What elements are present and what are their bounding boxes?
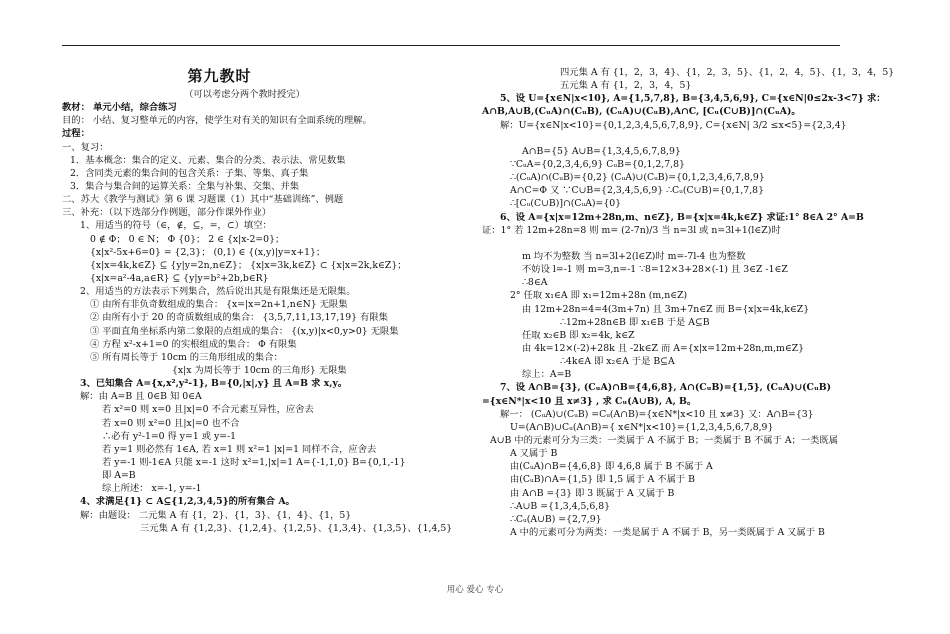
right-text-block — [482, 66, 895, 539]
right-text-line: 综上：A=B — [522, 369, 572, 381]
right-text-line: 解：U={x∈N|x<10}={0,1,2,3,4,5,6,7,8,9}, C={x∈N| 3/2 ≤x<5}={2,3,4} — [500, 119, 847, 131]
left-text-line: 解：由题设： 二元集 A 有 {1，2}、{1，3}、{1，4}、{1，5} — [80, 509, 352, 521]
left-text-block — [62, 88, 467, 535]
right-text-line: 由 A∩B ={3} 即 3 既属于 A 又属于 B — [510, 487, 675, 499]
left-text-line: 二、苏大《教学与测试》第 6 课 习题课（1）其中“基础训练”、例题 — [62, 194, 344, 206]
left-text-line: 3．集合与集合间的运算关系：全集与补集、交集、并集 — [70, 180, 300, 192]
right-text-line: ∴8∈A — [522, 277, 548, 289]
left-text-line: 0 ∉ Φ； 0 ∈ N； Φ {0}； 2 ∈ {x|x-2=0}； — [90, 233, 285, 245]
left-text-line: 解：由 A=B 且 0∈B 知 0∈A — [80, 391, 202, 403]
right-text-line: 由(CᵤB)∩A={1,5} 即 1,5 属于 A 不属于 B — [510, 474, 695, 486]
header-rule — [62, 45, 840, 46]
right-text-line: ∴(CᵤA)∩(CᵤB)={0,2} (CᵤA)∪(CᵤB)={0,1,2,3,4,6,7,8,9} — [510, 172, 765, 184]
left-text-line: 三元集 A 有 {1,2,3}、{1,2,4}、{1,2,5}、{1,3,4}、{1,3,5}、{1,4,5} — [140, 522, 453, 534]
right-text-line: 解一： (CᵤA)∪(CᵤB) =Cᵤ(A∩B)={x∈N*|x<10 且 x≠3} 又：A∩B={3} — [500, 408, 814, 420]
right-text-line: ∴Cᵤ(A∪B) ={2,7,9} — [510, 513, 602, 525]
left-text-line: 3、已知集合 A={x,x²,y²-1}, B={0,|x|,y} 且 A=B 求 x,y。 — [80, 378, 348, 390]
right-text-line: A 又属于 B — [510, 448, 558, 460]
right-text-line: U=(A∩B)∪Cᵤ(A∩B)={ x∈N*|x<10}={1,2,3,4,5,6,7,8,9} — [510, 421, 774, 433]
left-text-line: ∴必有 y²-1=0 得 y=1 或 y=-1 — [102, 430, 237, 442]
right-text-line: m 均不为整数 当 n=3l+2(l∈Z)时 m=-7l-4 也为整数 — [522, 250, 746, 262]
left-text-line: 目的： 小结、复习整单元的内容，使学生对有关的知识有全面系统的理解。 — [62, 115, 372, 127]
left-text-line: 1．基本概念：集合的定义、元素、集合的分类、表示法、常见数集 — [70, 154, 346, 166]
left-text-line: ③ 平面直角坐标系内第二象限的点组成的集合： {(x,y)|x<0,y>0} 无限集 — [90, 325, 399, 337]
right-text-line: 不妨设 l=-1 则 m=3,n=-1 ∵8=12×3+28×(-1) 且 3∈Z -1∈Z — [522, 264, 788, 276]
left-text-line: 若 y=1 则必然有 1∈A, 若 x=1 则 x²=1 |x|=1 同样不合，应舍去 — [102, 443, 377, 455]
right-text-line: A∩B={5} A∪B={1,3,4,5,6,7,8,9} — [522, 145, 681, 157]
right-text-line: ∴12m+28n∈B 即 x₁∈B 于是 A⊆B — [560, 316, 710, 328]
left-text-line: 教材： 单元小结，综合练习 — [62, 102, 177, 114]
right-text-line: 五元集 A 有 {1，2，3，4，5} — [560, 80, 692, 92]
right-text-line: ={x∈N*|x<10 且 x≠3} , 求 Cᵤ(A∪B), A, B。 — [482, 395, 697, 407]
left-text-line: 即 A=B — [102, 470, 136, 482]
right-text-line: 6、设 A={x|x=12m+28n,m、n∈Z}, B={x|x=4k,k∈Z} 求证:1° 8∈A 2° A=B — [500, 211, 864, 223]
right-text-line: 由(CᵤA)∩B={4,6,8} 即 4,6,8 属于 B 不属于 A — [510, 461, 713, 473]
left-text-line: 一、复习： — [62, 141, 109, 153]
left-text-line: 1、用适当的符号（∈，∉，⊆，=，⊂）填空： — [80, 220, 272, 232]
left-text-line: 若 x²=0 则 x=0 且|x|=0 不合元素互异性，应舍去 — [102, 404, 314, 416]
left-text-line: 三、补充：（以下选部分作例题，部分作课外作业） — [62, 207, 272, 219]
right-text-line: 2° 任取 x₁∈A 即 x₁=12m+28n (m,n∈Z) — [510, 290, 688, 302]
left-text-line: 过程： — [62, 128, 90, 140]
left-text-line: 2．含同类元素的集合间的包含关系：子集、等集、真子集 — [70, 167, 309, 179]
right-text-line: 由 12m+28n=4=4(3m+7n) 且 3m+7n∈Z 而 B={x|x=4k,k∈Z} — [522, 303, 810, 315]
right-text-line: 7、设 A∩B={3}, (CᵤA)∩B={4,6,8}, A∩(CᵤB)={1,5}, (CᵤA)∪(CᵤB) — [500, 382, 832, 394]
right-text-line: 证：1° 若 12m+28n=8 则 m= (2-7n)/3 当 n=3l 或 n=3l+1(l∈Z)时 — [482, 224, 781, 236]
right-text-line: 任取 x₂∈B 即 x₂=4k, k∈Z — [522, 329, 635, 341]
right-text-line: 5、设 U={x∈N|x<10}, A={1,5,7,8}, B={3,4,5,6,9}, C={x∈N|0≤2x-3<7} 求： — [500, 93, 886, 105]
right-column — [482, 66, 895, 539]
left-text-line: ④ 方程 x²-x+1=0 的实根组成的集合： Φ 有限集 — [90, 338, 297, 350]
right-text-line: ∴4k∈A 即 x₂∈A 于是 B⊆A — [560, 356, 675, 368]
left-column — [62, 66, 467, 535]
right-text-line: ∴A∪B ={1,3,4,5,6,8} — [510, 500, 611, 512]
page-footer: 用心 爱心 专心 — [446, 585, 504, 595]
left-text-line: ② 由所有小于 20 的奇质数组成的集合： {3,5,7,11,13,17,19} 有限集 — [90, 312, 388, 324]
left-text-line: ⑤ 所有周长等于 10cm 的三角形组成的集合： — [90, 351, 283, 363]
left-text-line: {x|x=4k,k∈Z} ⊆ {y|y=2n,n∈Z}； {x|x=3k,k∈Z} ⊂ {x|x=2k,k∈Z}； — [90, 259, 407, 271]
right-text-line — [482, 132, 882, 145]
left-text-line: （可以考虑分两个教时授完） — [184, 89, 305, 100]
left-text-line: {x|x=a²-4a,a∈R} ⊆ {y|y=b²+2b,b∈R} — [90, 272, 269, 284]
right-text-line: 由 4k=12×(-2)+28k 且 -2k∈Z 而 A={x|x=12m+28n,m,m∈Z} — [522, 342, 805, 354]
right-text-line: A∩C=Φ 又 ∵C∪B={2,3,4,5,6,9} ∴Cᵤ(C∪B)={0,1,7,8} — [510, 185, 764, 197]
page-title: 第九教时 — [187, 67, 252, 85]
left-text-line: 2、用适当的方法表示下列集合，然后说出其是有限集还是无限集。 — [80, 286, 356, 298]
left-text-line: 综上所述： x=-1, y=-1 — [102, 483, 202, 495]
right-text-line: A∪B 中的元素可分为三类：一类属于 A 不属于 B；一类属于 B 不属于 A；一类既属 — [490, 434, 839, 446]
left-text-line: {x|x²-5x+6=0} = {2,3}； (0,1) ∈ {(x,y)|y=x+1}； — [90, 246, 326, 258]
left-text-line: 若 x=0 则 x²=0 且|x|=0 也不合 — [102, 417, 240, 429]
left-text-line: ① 由所有非负奇数组成的集合： {x=|x=2n+1,n∈N} 无限集 — [90, 299, 348, 311]
left-text-line: 4、求满足{1} ⊂ A⊆{1,2,3,4,5}的所有集合 A。 — [80, 496, 295, 508]
right-text-line — [482, 237, 882, 250]
right-text-line: A∩B,A∪B,(CᵤA)∩(CᵤB), (CᵤA)∪(CᵤB),A∩C, [Cᵤ(C∪B)]∩(CᵤA)。 — [482, 106, 801, 118]
left-text-line: {x|x 为周长等于 10cm 的三角形} 无限集 — [172, 364, 347, 376]
right-text-line: A 中的元素可分为两类：一类是属于 A 不属于 B，另一类既属于 A 又属于 B — [510, 526, 825, 538]
right-text-line: ∴[Cᵤ(C∪B)]∩(CᵤA)={0} — [510, 198, 622, 210]
right-text-line: ∵CᵤA={0,2,3,4,6,9} CᵤB={0,1,2,7,8} — [510, 158, 685, 170]
left-text-line: 若 y=-1 则-1∈A 只能 x=-1 这时 x²=1,|x|=1 A={-1,1,0} B={0,1,-1} — [102, 456, 406, 468]
right-text-line: 四元集 A 有 {1，2，3，4}、{1，2，3，5}、{1，2，4，5}、{1，3，4，5} — [560, 67, 895, 78]
